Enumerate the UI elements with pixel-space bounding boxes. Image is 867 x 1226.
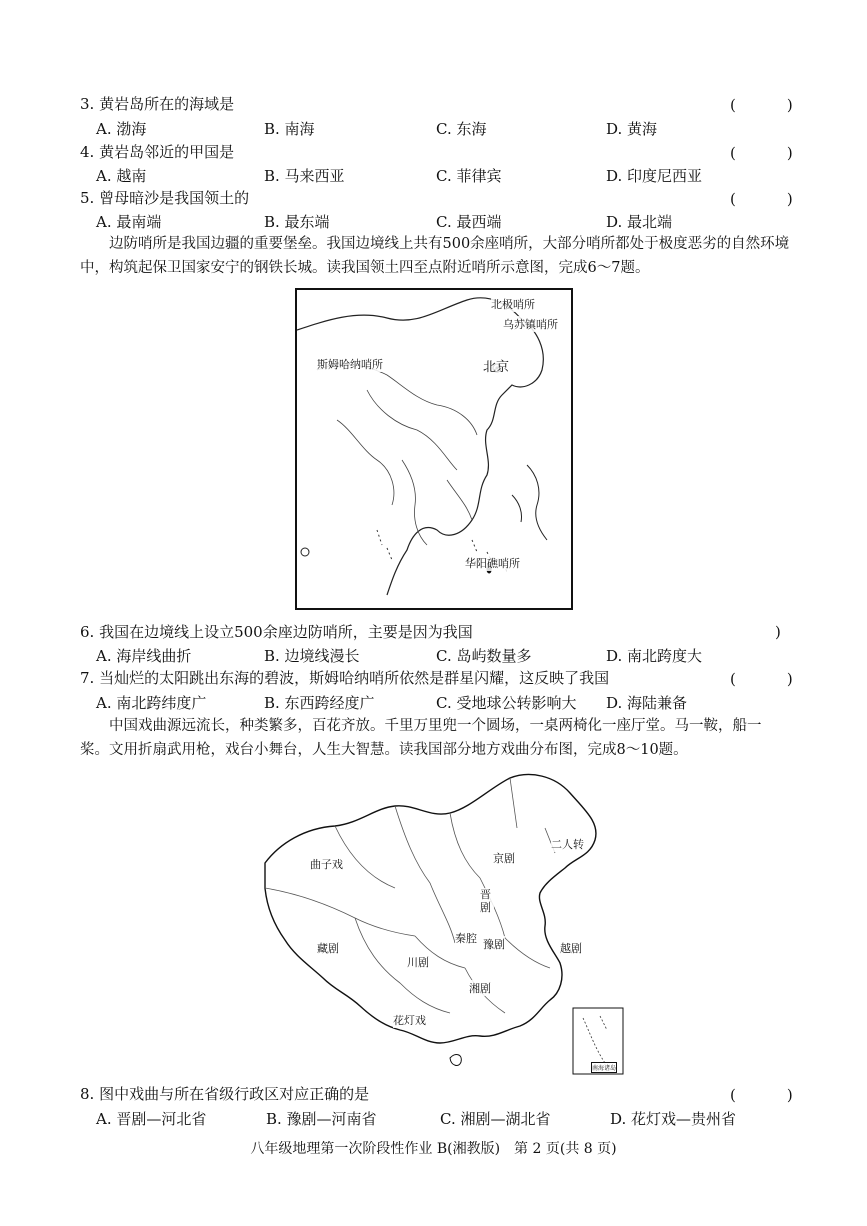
- answer-bracket-6[interactable]: ): [775, 623, 781, 641]
- question-3-stem: 3. 黄岩岛所在的海域是: [80, 95, 235, 113]
- label-south-china-sea-inset: 南海诸岛: [591, 1062, 617, 1073]
- q8-option-b[interactable]: B. 豫剧—河南省: [266, 1110, 377, 1128]
- question-4-stem: 4. 黄岩岛邻近的甲国是: [80, 143, 235, 161]
- q6-option-d[interactable]: D. 南北跨度大: [606, 647, 703, 665]
- q6-option-b[interactable]: B. 边境线漫长: [264, 647, 360, 665]
- q4-option-a[interactable]: A. 越南: [96, 167, 147, 185]
- label-quzi-opera: 曲子戏: [310, 858, 343, 871]
- question-7-stem: 7. 当灿烂的太阳跳出东海的碧波，斯姆哈纳哨所依然是群星闪耀，这反映了我国: [80, 669, 610, 687]
- q3-option-b[interactable]: B. 南海: [264, 120, 315, 138]
- label-beijing: 北京: [483, 356, 509, 375]
- question-5-stem: 5. 曾母暗沙是我国领土的: [80, 189, 250, 207]
- q5-option-c[interactable]: C. 最西端: [436, 213, 502, 231]
- label-zang-opera: 藏剧: [317, 942, 339, 955]
- china-outline-map: [255, 768, 630, 1078]
- label-qinqiang: 秦腔: [455, 932, 477, 945]
- q5-option-a[interactable]: A. 最南端: [96, 213, 162, 231]
- q8-option-c[interactable]: C. 湘剧—湖北省: [440, 1110, 551, 1128]
- label-wusu-post: 乌苏镇哨所: [503, 318, 558, 331]
- answer-bracket-5[interactable]: ( ): [730, 190, 811, 208]
- q7-option-d[interactable]: D. 海陆兼备: [606, 694, 688, 712]
- label-huadeng-opera: 花灯戏: [393, 1014, 426, 1027]
- label-yue-opera: 越剧: [560, 942, 582, 955]
- q3-option-a[interactable]: A. 渤海: [96, 120, 147, 138]
- answer-bracket-7[interactable]: ( ): [730, 670, 811, 688]
- label-chuan-opera: 川剧: [407, 956, 429, 969]
- q4-option-d[interactable]: D. 印度尼西亚: [606, 167, 703, 185]
- q7-option-c[interactable]: C. 受地球公转影响大: [436, 694, 577, 712]
- question-8-stem: 8. 图中戏曲与所在省级行政区对应正确的是: [80, 1085, 370, 1103]
- answer-bracket-8[interactable]: ( ): [730, 1086, 811, 1104]
- label-jin-opera: 晋剧: [480, 888, 494, 914]
- label-xiang-opera: 湘剧: [469, 982, 491, 995]
- label-south-post: 华阳礁哨所: [465, 557, 520, 570]
- passage-border-posts: 边防哨所是我国边疆的重要堡垒。我国边境线上共有500余座哨所，大部分哨所都处于极度恶劣的自然环境中，构筑起保卫国家安宁的钢铁长城。读我国领土四至点附近哨所示意图，完成6～7题。: [80, 236, 790, 276]
- q5-option-d[interactable]: D. 最北端: [606, 213, 673, 231]
- q4-option-c[interactable]: C. 菲律宾: [436, 167, 502, 185]
- question-6-stem: 6. 我国在边境线上设立500余座边防哨所，主要是因为我国: [80, 623, 473, 641]
- border-post-map: [295, 288, 573, 610]
- label-yu-opera: 豫剧: [483, 938, 505, 951]
- label-west-post: 斯姆哈纳哨所: [317, 358, 383, 371]
- answer-bracket-3[interactable]: ( ): [730, 96, 811, 114]
- border-post-map-outline: [297, 290, 571, 608]
- opera-distribution-map: [255, 768, 630, 1078]
- label-north-post: 北极哨所: [491, 298, 535, 311]
- answer-bracket-4[interactable]: ( ): [730, 144, 811, 162]
- q6-option-c[interactable]: C. 岛屿数量多: [436, 647, 532, 665]
- q8-option-d[interactable]: D. 花灯戏—贵州省: [610, 1110, 737, 1128]
- q7-option-b[interactable]: B. 东西跨经度广: [264, 694, 375, 712]
- q6-option-a[interactable]: A. 海岸线曲折: [96, 647, 192, 665]
- page-footer: 八年级地理第一次阶段性作业 B(湘教版) 第 2 页(共 8 页): [250, 1141, 617, 1157]
- q3-option-d[interactable]: D. 黄海: [606, 120, 658, 138]
- q3-option-c[interactable]: C. 东海: [436, 120, 487, 138]
- q7-option-a[interactable]: A. 南北跨纬度广: [96, 694, 207, 712]
- passage-opera: 中国戏曲源远流长，种类繁多，百花齐放。千里万里兜一个圆场，一桌两椅化一座厅堂。马一鞍，船一桨。文用折扇武用枪，戏台小舞台，人生大智慧。读我国部分地方戏曲分布图，完成8～10题。: [80, 718, 762, 758]
- q5-option-b[interactable]: B. 最东端: [264, 213, 330, 231]
- label-jing-opera: 京剧: [493, 852, 515, 865]
- q4-option-b[interactable]: B. 马来西亚: [264, 167, 345, 185]
- label-errenzhuan: 二人转: [551, 838, 584, 851]
- q8-option-a[interactable]: A. 晋剧—河北省: [96, 1110, 207, 1128]
